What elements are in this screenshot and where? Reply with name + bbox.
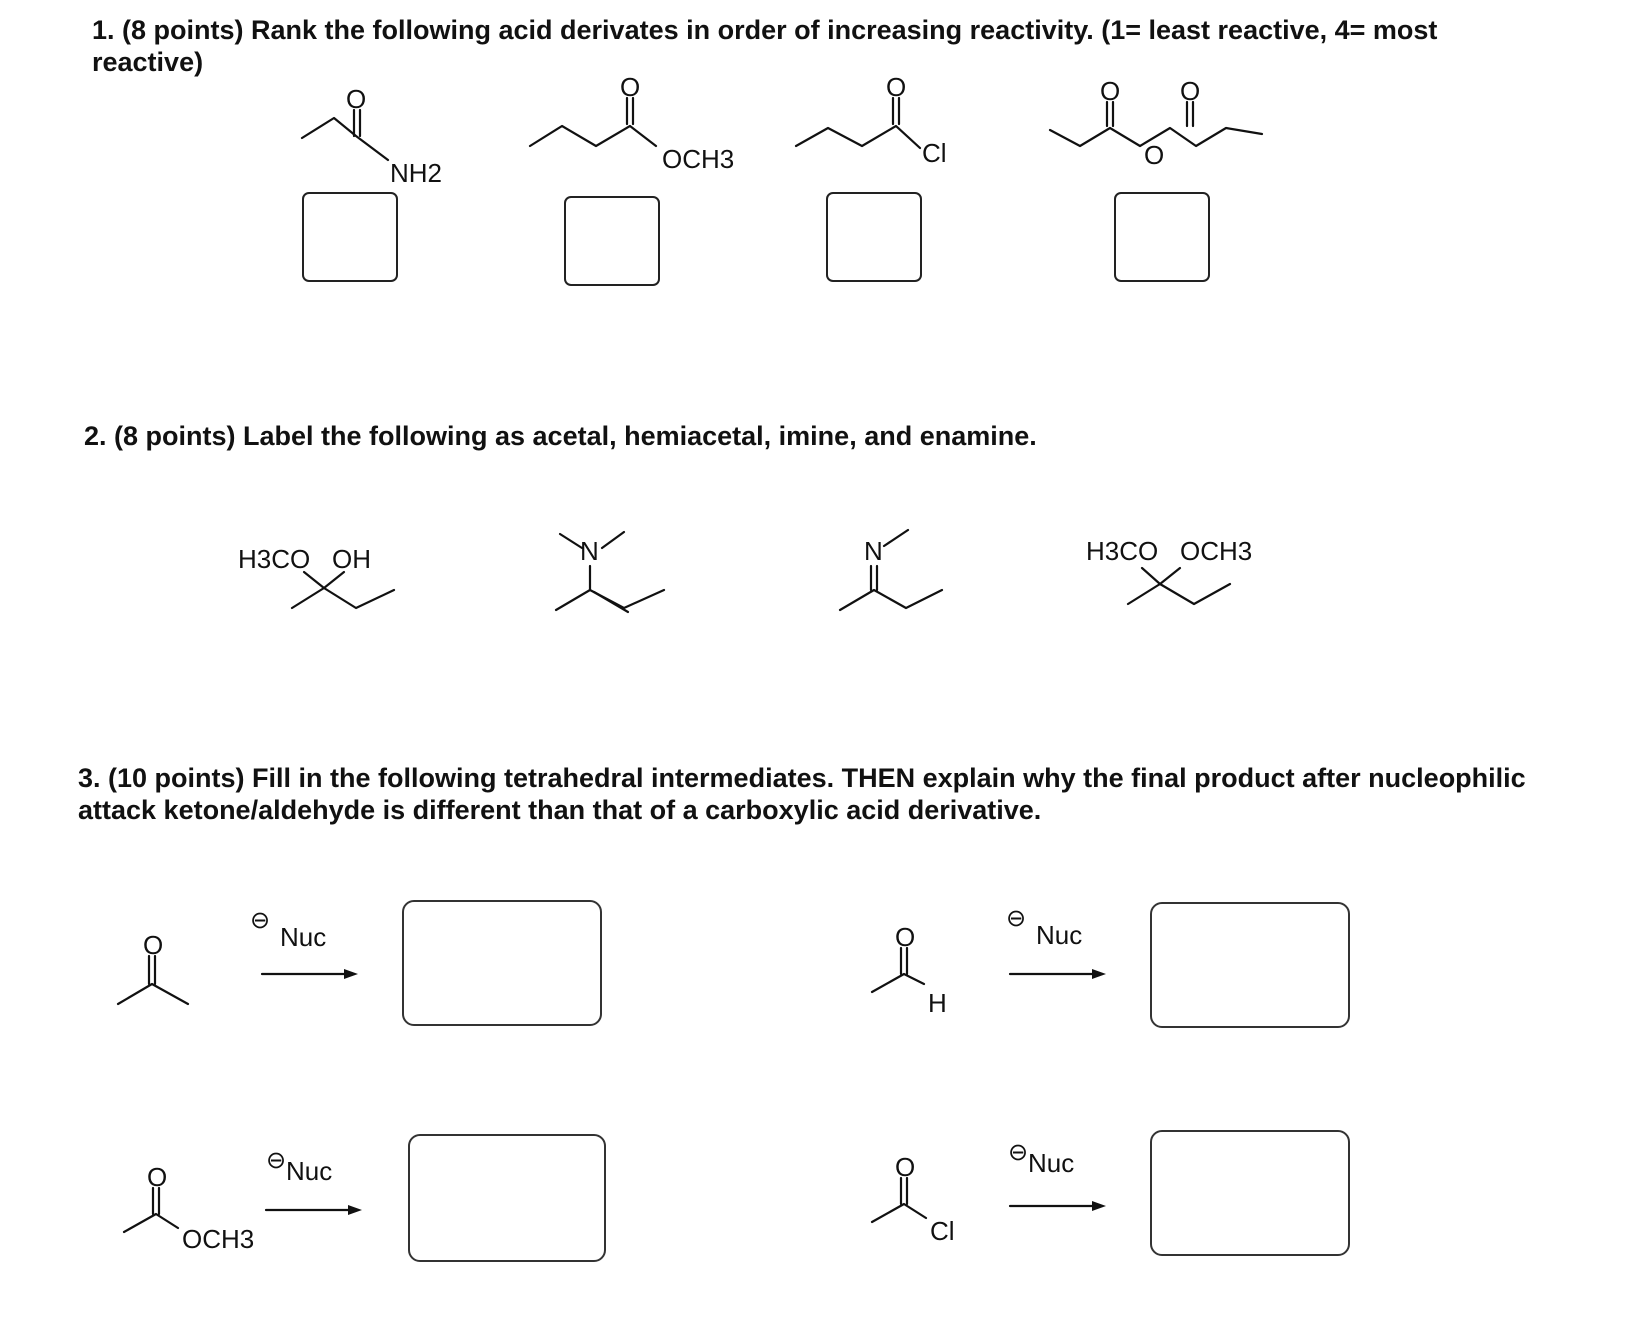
label-nuc: Nuc [280,922,327,952]
question-2-text: 2. (8 points) Label the following as acetal, hemiacetal, imine, and enamine. [84,421,1037,451]
label-oxygen: O [346,84,367,114]
acetyl-chloride-structure [872,1178,926,1222]
label-nitrogen: N [580,536,599,566]
negative-charge-icon: ⊖ [266,1147,287,1174]
label-oxygen: O [620,72,641,102]
acetal-structure [1128,568,1230,604]
label-oxygen: O [147,1162,168,1192]
hemiacetal-structure [292,572,394,608]
question-3-text: 3. (10 points) Fill in the following tetrahedral intermediates. THEN explain why the final product after nucleophilic attack ketone/aldehyde is different than that of a carboxylic acid derivative. [78,763,1526,825]
label-nitrogen: N [864,536,883,566]
imine-structure [840,530,942,610]
aldehyde-structure [872,948,924,992]
label-cl: Cl [930,1216,955,1246]
label-h3co: H3CO [1086,536,1159,566]
label-oxygen: O [1144,140,1165,170]
label-oxygen: O [1180,76,1201,106]
label-nuc: Nuc [1036,920,1083,950]
label-h3co: H3CO [238,544,311,574]
negative-charge-icon: ⊖ [250,907,271,934]
label-och3: OCH3 [662,144,735,174]
ketone-structure [118,956,188,1004]
label-oxygen: O [895,922,916,952]
label-cl: Cl [922,138,947,168]
label-och3: OCH3 [182,1224,255,1254]
label-nuc: Nuc [1028,1148,1075,1178]
label-nuc: Nuc [286,1156,333,1186]
label-nh2: NH2 [390,158,443,188]
methyl-acetate-structure [124,1188,178,1232]
enamine-structure [556,532,664,612]
label-oh: OH [332,544,371,574]
question-1-text: 1. (8 points) Rank the following acid derivates in order of increasing reactivity. (1= least reactive, 4= most reactive) [92,15,1438,77]
negative-charge-icon: ⊖ [1008,1139,1029,1166]
negative-charge-icon: ⊖ [1006,905,1027,932]
ester-structure [530,98,656,146]
acid-chloride-structure [796,98,920,148]
label-hydrogen: H [928,988,947,1018]
label-och3: OCH3 [1180,536,1253,566]
label-oxygen: O [895,1152,916,1182]
label-oxygen: O [143,930,164,960]
label-oxygen: O [1100,76,1121,106]
amide-structure [302,110,388,160]
label-oxygen: O [886,72,907,102]
